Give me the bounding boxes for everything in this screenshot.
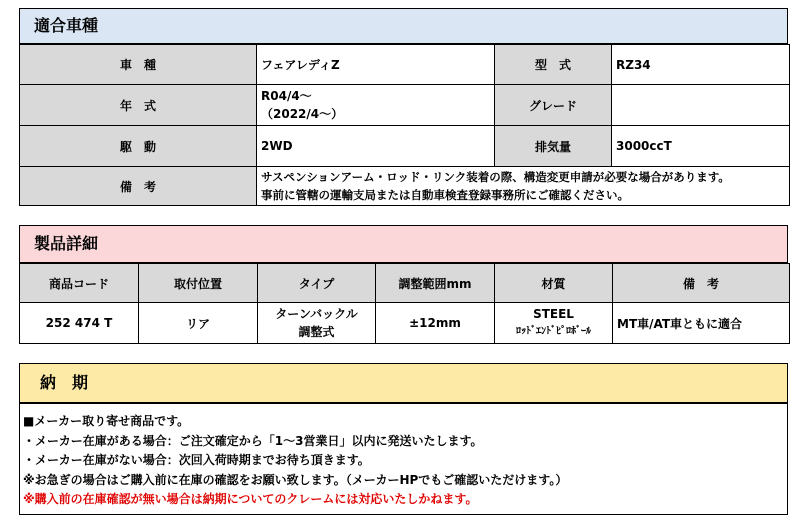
header-range: 調整範囲mm bbox=[376, 264, 495, 303]
delivery-line-3: ・メーカー在庫がない場合：次回入荷時期までお待ち頂きます。 bbox=[23, 453, 370, 467]
year-line-1: R04/4～ bbox=[261, 89, 312, 103]
year-value bbox=[257, 85, 495, 126]
product-position: リア bbox=[139, 303, 258, 344]
delivery-line-2: ・メーカー在庫がある場合：ご注文確定から「1～3営業日」以内に発送いたします。 bbox=[23, 433, 483, 448]
fitment-section-title: 適合車種 bbox=[19, 8, 788, 44]
material-line-1: STEEL bbox=[533, 307, 574, 321]
car-label: 車 種 bbox=[20, 45, 257, 85]
drive-value: 2WD bbox=[257, 126, 495, 167]
delivery-section-title: 納 期 bbox=[19, 363, 788, 403]
product-remarks: MT車/AT車ともに適合 bbox=[613, 303, 790, 344]
product-table bbox=[19, 263, 790, 344]
product-type bbox=[258, 303, 376, 344]
year-label: 年 式 bbox=[20, 85, 257, 126]
header-material: 材質 bbox=[495, 264, 613, 303]
remarks-label: 備 考 bbox=[20, 167, 257, 206]
car-value: フェアレディZ bbox=[257, 45, 495, 85]
displacement-value: 3000ccT bbox=[612, 126, 790, 167]
header-code: 商品コード bbox=[20, 264, 139, 303]
grade-label: グレード bbox=[495, 85, 612, 126]
grade-value bbox=[612, 85, 790, 126]
drive-label: 駆 動 bbox=[20, 126, 257, 167]
model-value: RZ34 bbox=[612, 45, 790, 85]
remarks-value bbox=[257, 167, 790, 206]
year-line-2: （2022/4～） bbox=[261, 107, 344, 121]
delivery-notes bbox=[19, 403, 788, 515]
model-label: 型 式 bbox=[495, 45, 612, 85]
header-remarks: 備 考 bbox=[613, 264, 790, 303]
delivery-line-4: ※お急ぎの場合はご購入前に在庫の確認をお願い致します。（メーカーHPでもご確認いただけます。） bbox=[23, 472, 568, 487]
delivery-warning: ※購入前の在庫確認が無い場合は納期についてのクレームには対応いたしかねます。 bbox=[23, 492, 478, 506]
delivery-line-1: ■メーカー取り寄せ商品です。 bbox=[23, 414, 190, 428]
product-section-title: 製品詳細 bbox=[19, 225, 788, 263]
type-line-1: ターンバックル bbox=[275, 307, 358, 321]
material-line-2: ﾛｯﾄﾞｴﾝﾄﾞﾋﾟﾛﾎﾞｰﾙ bbox=[516, 326, 591, 337]
displacement-label: 排気量 bbox=[495, 126, 612, 167]
remarks-line-2: 事前に管轄の運輸支局または自動車検査登録事務所にご確認ください。 bbox=[261, 188, 629, 202]
header-type: タイプ bbox=[258, 264, 376, 303]
type-line-2: 調整式 bbox=[298, 325, 335, 339]
remarks-line-1: サスペンションアーム・ロッド・リンク装着の際、構造変更申請が必要な場合があります。 bbox=[261, 170, 730, 184]
product-material bbox=[495, 303, 613, 344]
header-position: 取付位置 bbox=[139, 264, 258, 303]
fitment-table bbox=[19, 44, 790, 206]
product-code: 252 474 T bbox=[20, 303, 139, 344]
product-range: ±12mm bbox=[376, 303, 495, 344]
